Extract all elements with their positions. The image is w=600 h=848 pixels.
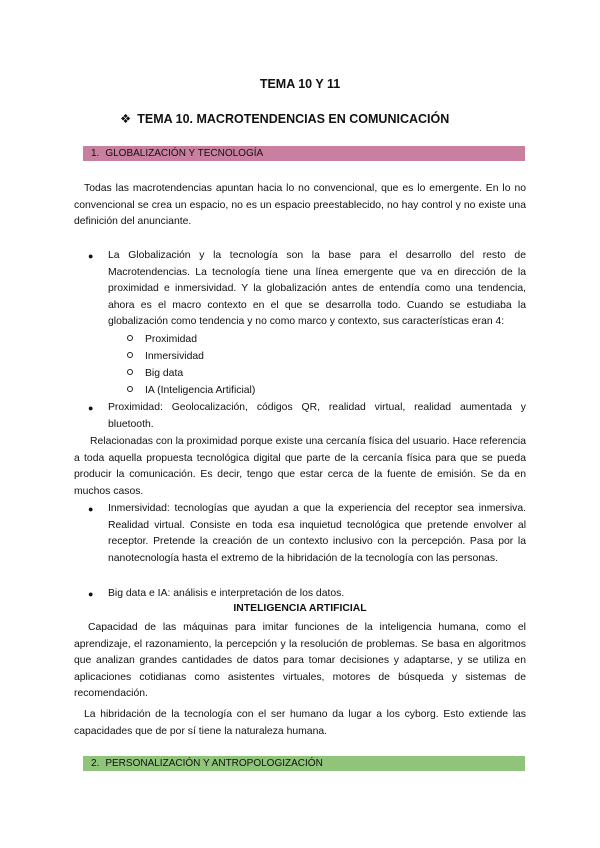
bullet-icon: ● xyxy=(88,589,94,599)
subitem-text: IA (Inteligencia Artificial) xyxy=(145,385,256,396)
subsection-band-1 xyxy=(83,146,525,161)
ia-paragraph: Capacidad de las máquinas para imitar funciones de la inteligencia humana, como el aprendizaje, el razonamiento, la percepción y la resolución de problemas. Se basa en algoritmos que analizan grandes cantidades de datos para tomar decisiones y adaptarse, y se utiliza en aplicaciones cotidianas como asistentes virtuales, motores de búsqueda y sistemas de recomendación. xyxy=(74,622,526,700)
bullet-big-data-ia xyxy=(88,586,526,603)
band-label: PERSONALIZACIÓN Y ANTROPOLOGIZACIÓN xyxy=(105,758,323,769)
subitem-ia xyxy=(127,383,255,400)
band-number: 2. xyxy=(91,758,100,769)
bullet-text: Inmersividad: tecnologías que ayudan a que la experiencia del receptor sea inmersiva. Realidad virtual. Consiste en toda esa inquietud tecnológica que pretende envolver al receptor. Pretende la creación de un contexto inclusivo con la percepción. Pasa por la nanotecnología hasta el extremo de la hibridación de la tecnología con las personas. xyxy=(108,503,526,564)
cyborg-paragraph: La hibridación de la tecnología con el ser humano da lugar a los cyborg. Esto extiende las capacidades que de por sí tiene la naturaleza humana. xyxy=(74,709,526,737)
section-heading-text: TEMA 10. MACROTENDENCIAS EN COMUNICACIÓN xyxy=(137,112,450,126)
diamond-bullet-icon: ❖ xyxy=(120,112,132,126)
document-title: TEMA 10 Y 11 xyxy=(259,77,341,91)
subsection-band-2 xyxy=(83,756,525,771)
subitem-text: Inmersividad xyxy=(145,351,204,362)
band-label: GLOBALIZACIÓN Y TECNOLOGÍA xyxy=(105,148,264,159)
bullet-globalizacion xyxy=(88,248,526,331)
bullet-text: La Globalización y la tecnología son la base para el desarrollo del resto de Macrotendencias. La tecnología tiene una línea emergente que va en dirección de la proximidad e inmersividad. Y la globalización antes de entendía como una tendencia, ahora es el macro contexto en el que se desarrolla todo. Cuando se estudiaba la globalización como tendencia y no como marco y contexto, sus características eran 4: xyxy=(108,250,526,328)
bullet-icon: ● xyxy=(88,251,94,261)
bullet-text: Big data e IA: análisis e interpretación de los datos. xyxy=(108,588,345,599)
subitem-big-data xyxy=(127,366,183,383)
proximidad-paragraph: Relacionadas con la proximidad porque existe una cercanía física del usuario. Hace referencia a toda aquella propuesta tecnológica digital que parte de la cercanía física para que se pueda producir la comunicación. Es decir, tengo que estar cerca de la fuente de emisión. Se da en muchos casos. xyxy=(74,436,526,497)
subitem-text: Proximidad xyxy=(145,334,197,345)
band-number: 1. xyxy=(91,148,100,159)
subitem-inmersividad xyxy=(127,349,204,366)
intro-paragraph: Todas las macrotendencias apuntan hacia lo no convencional, que es lo emergente. En lo no convencional se crea un espacio, no es un espacio preestablecido, no hay control y no existe una definición del anunciante. xyxy=(74,183,526,228)
bullet-proximidad xyxy=(88,400,526,433)
bullet-icon: ● xyxy=(88,403,94,413)
bullet-icon: ● xyxy=(88,504,94,514)
subitem-proximidad xyxy=(127,332,197,349)
bullet-inmersividad xyxy=(88,501,526,567)
subitem-text: Big data xyxy=(145,368,184,379)
bullet-text: Proximidad: Geolocalización, códigos QR, realidad virtual, realidad aumentada y bluetooth. xyxy=(108,402,526,430)
circle-bullet-icon xyxy=(127,386,133,392)
ia-heading: INTELIGENCIA ARTIFICIAL xyxy=(233,603,367,614)
circle-bullet-icon xyxy=(127,369,133,375)
circle-bullet-icon xyxy=(127,352,133,358)
section-heading xyxy=(120,111,449,126)
circle-bullet-icon xyxy=(127,335,133,341)
